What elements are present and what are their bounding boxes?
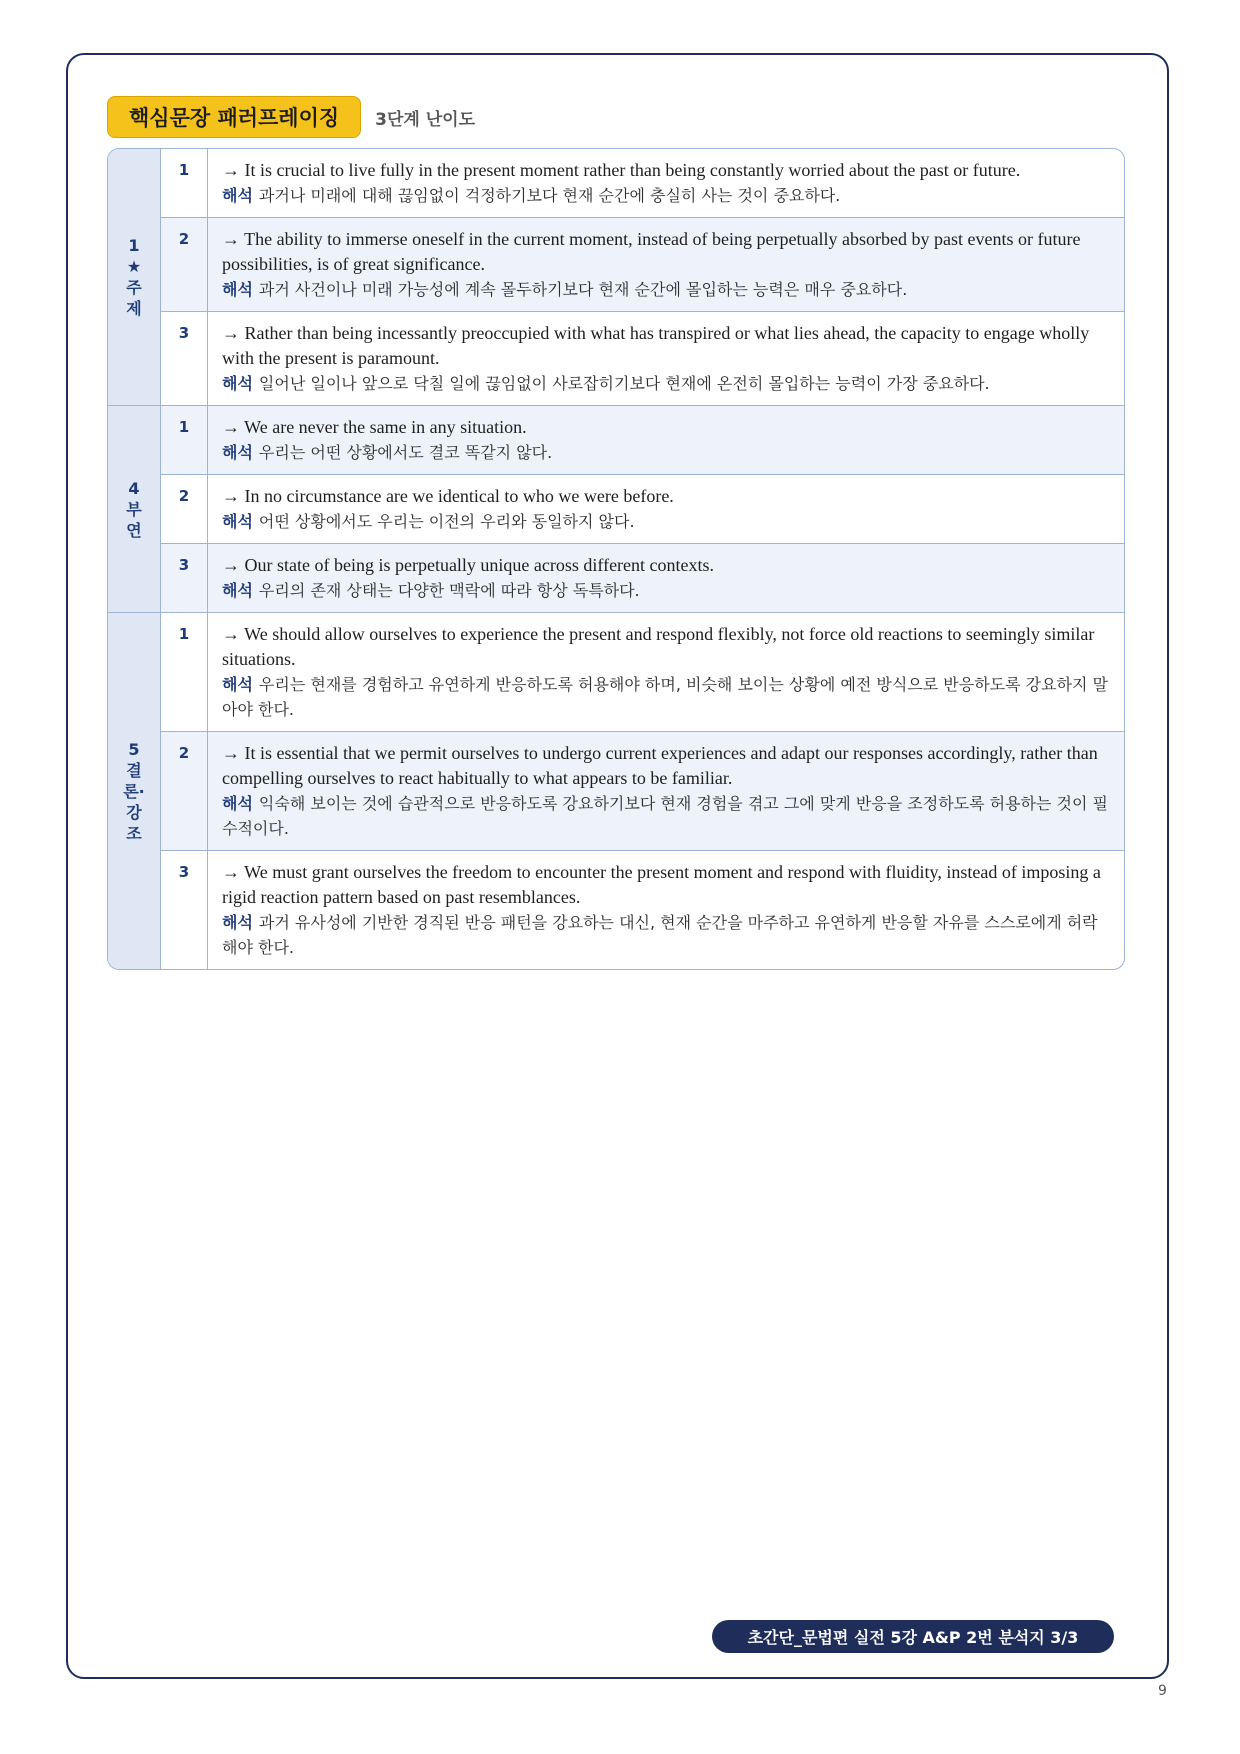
translation-label: 해석 bbox=[222, 581, 253, 600]
translation-text: 우리의 존재 상태는 다양한 맥락에 따라 항상 독특하다. bbox=[258, 581, 640, 600]
group-label-line: 연 bbox=[126, 520, 142, 540]
group-supplement bbox=[108, 405, 1124, 612]
korean-translation bbox=[222, 183, 1110, 208]
english-paraphrase: → We are never the same in any situation. bbox=[222, 417, 527, 437]
group-label-line: 론· bbox=[123, 781, 145, 801]
group-label-line: 주 bbox=[126, 278, 142, 297]
section-header bbox=[107, 96, 475, 138]
english-paraphrase: → It is crucial to live fully in the present moment rather than being constantly worried about the past or future. bbox=[222, 160, 1021, 180]
group-theme bbox=[108, 149, 1124, 405]
english-paraphrase: → The ability to immerse oneself in the current moment, instead of being perpetually absorbed by past events or future possibilities, is of great significance. bbox=[222, 229, 1081, 274]
translation-label: 해석 bbox=[222, 186, 253, 205]
english-paraphrase: → We must grant ourselves the freedom to encounter the present moment and respond with fluidity, instead of imposing a rigid reaction pattern based on past resemblances. bbox=[222, 862, 1101, 907]
translation-label: 해석 bbox=[222, 794, 253, 813]
korean-translation bbox=[222, 371, 1110, 396]
translation-text: 과거나 미래에 대해 끊임없이 걱정하기보다 현재 순간에 충실히 사는 것이 중요하다. bbox=[258, 186, 841, 205]
group-label-line: 제 bbox=[126, 299, 142, 318]
group-label-line: 1 bbox=[128, 236, 140, 255]
translation-text: 어떤 상황에서도 우리는 이전의 우리와 동일하지 않다. bbox=[258, 512, 635, 531]
table-row bbox=[161, 543, 1124, 612]
row-number: 1 bbox=[161, 406, 208, 474]
translation-label: 해석 bbox=[222, 913, 253, 932]
korean-translation bbox=[222, 578, 1110, 603]
translation-text: 과거 사건이나 미래 가능성에 계속 몰두하기보다 현재 순간에 몰입하는 능력은 매우 중요하다. bbox=[258, 280, 908, 299]
group-label bbox=[108, 406, 161, 612]
table-row bbox=[161, 731, 1124, 850]
translation-text: 우리는 현재를 경험하고 유연하게 반응하도록 허용해야 하며, 비슷해 보이는 상황에 예전 방식으로 반응하도록 강요하지 말아야 한다. bbox=[222, 675, 1109, 719]
page-number: 9 bbox=[1158, 1683, 1167, 1699]
section-title: 핵심문장 패러프레이징 bbox=[107, 96, 361, 138]
table-row bbox=[161, 850, 1124, 969]
group-label-line: 4 bbox=[128, 478, 140, 498]
english-paraphrase: → It is essential that we permit ourselves to undergo current experiences and adapt our responses accordingly, rather than compelling ourselves to react habitually to what appears to be familiar. bbox=[222, 743, 1098, 788]
row-number: 3 bbox=[161, 851, 208, 969]
translation-text: 익숙해 보이는 것에 습관적으로 반응하도록 강요하기보다 현재 경험을 겪고 그에 맞게 반응을 조정하도록 허용하는 것이 필수적이다. bbox=[222, 794, 1109, 838]
table-row bbox=[161, 613, 1124, 731]
group-label-line: 강 bbox=[126, 802, 142, 822]
translation-text: 과거 유사성에 기반한 경직된 반응 패턴을 강요하는 대신, 현재 순간을 마주하고 유연하게 반응할 자유를 스스로에게 허락해야 한다. bbox=[222, 913, 1098, 957]
translation-text: 우리는 어떤 상황에서도 결코 똑같지 않다. bbox=[258, 443, 553, 462]
group-label-line: 조 bbox=[126, 823, 142, 843]
group-label-line: ★ bbox=[126, 257, 142, 276]
english-paraphrase: → Our state of being is perpetually unique across different contexts. bbox=[222, 555, 715, 575]
group-label-line: 5 bbox=[128, 739, 140, 759]
translation-text: 일어난 일이나 앞으로 닥칠 일에 끊임없이 사로잡히기보다 현재에 온전히 몰입하는 능력이 가장 중요하다. bbox=[258, 374, 990, 393]
footer-badge: 초간단_문법편 실전 5강 A&P 2번 분석지 3/3 bbox=[712, 1620, 1114, 1653]
row-number: 1 bbox=[161, 613, 208, 731]
group-label bbox=[108, 149, 161, 405]
group-label-line: 결 bbox=[126, 760, 142, 780]
translation-label: 해석 bbox=[222, 280, 253, 299]
translation-label: 해석 bbox=[222, 675, 253, 694]
korean-translation bbox=[222, 509, 1110, 534]
korean-translation bbox=[222, 672, 1110, 722]
row-number: 2 bbox=[161, 732, 208, 850]
korean-translation bbox=[222, 440, 1110, 465]
difficulty-label: 3단계 난이도 bbox=[375, 109, 476, 130]
table-row bbox=[161, 149, 1124, 217]
table-row bbox=[161, 474, 1124, 543]
english-paraphrase: → Rather than being incessantly preoccupied with what has transpired or what lies ahead, the capacity to engage wholly with the present is paramount. bbox=[222, 323, 1090, 368]
translation-label: 해석 bbox=[222, 374, 253, 393]
english-paraphrase: → We should allow ourselves to experience the present and respond flexibly, not force old reactions to seemingly similar situations. bbox=[222, 624, 1095, 669]
translation-label: 해석 bbox=[222, 443, 253, 462]
paraphrase-table bbox=[107, 148, 1125, 970]
korean-translation bbox=[222, 910, 1110, 960]
korean-translation bbox=[222, 277, 1110, 302]
group-conclusion bbox=[108, 612, 1124, 969]
english-paraphrase: → In no circumstance are we identical to who we were before. bbox=[222, 486, 674, 506]
row-number: 2 bbox=[161, 475, 208, 543]
row-number: 3 bbox=[161, 312, 208, 405]
group-label bbox=[108, 613, 161, 969]
row-number: 2 bbox=[161, 218, 208, 311]
row-number: 3 bbox=[161, 544, 208, 612]
row-number: 1 bbox=[161, 149, 208, 217]
group-label-line: 부 bbox=[126, 499, 142, 519]
table-row bbox=[161, 217, 1124, 311]
table-row bbox=[161, 311, 1124, 405]
table-row bbox=[161, 406, 1124, 474]
translation-label: 해석 bbox=[222, 512, 253, 531]
korean-translation bbox=[222, 791, 1110, 841]
